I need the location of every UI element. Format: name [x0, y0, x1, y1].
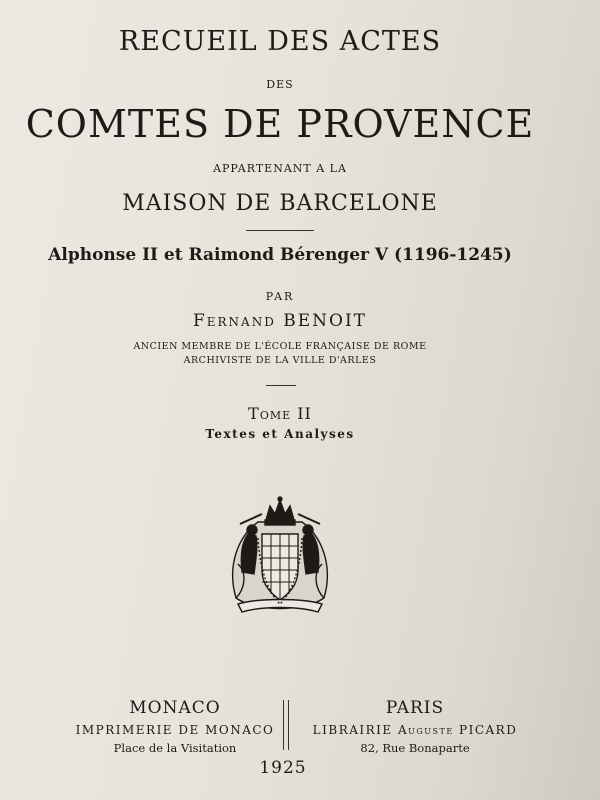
imprint-publisher-monaco: IMPRIMERIE DE MONACO	[75, 723, 275, 737]
imprint-city-paris: PARIS	[385, 698, 445, 718]
title-line-recueil: RECUEIL DES ACTES	[118, 26, 442, 57]
title-divider	[246, 230, 314, 231]
author-name: Fernand BENOIT	[192, 311, 368, 331]
imprint-city-monaco: MONACO	[129, 698, 221, 718]
imprint-address-monaco: Place de la Visitation	[113, 741, 237, 755]
author-credential-rome: ANCIEN MEMBRE DE L'ÉCOLE FRANÇAISE DE ROME	[133, 341, 427, 352]
coat-of-arms-icon	[218, 494, 342, 620]
title-line-comtes: COMTES DE PROVENCE	[25, 102, 535, 146]
imprint-address-paris: 82, Rue Bonaparte	[360, 741, 470, 755]
title-line-des: DES	[266, 78, 294, 91]
imprint-publisher-paris: LIBRAIRIE Auguste PICARD	[312, 723, 518, 737]
subtitle: Alphonse II et Raimond Bérenger V (1196-1245)	[48, 245, 512, 265]
author-par: PAR	[265, 290, 295, 303]
imprint-paris	[300, 698, 530, 755]
author-divider	[266, 385, 296, 386]
volume-tome: Tome II	[248, 404, 312, 423]
imprint-monaco	[60, 698, 290, 755]
publication-year: 1925	[259, 758, 307, 778]
title-line-maison: MAISON DE BARCELONE	[122, 191, 438, 216]
title-line-appartenant: APPARTENANT A LA	[213, 162, 347, 175]
author-credential-arles: ARCHIVISTE DE LA VILLE D'ARLES	[183, 355, 377, 366]
volume-content: Textes et Analyses	[205, 427, 355, 441]
imprint-separator	[283, 700, 289, 750]
